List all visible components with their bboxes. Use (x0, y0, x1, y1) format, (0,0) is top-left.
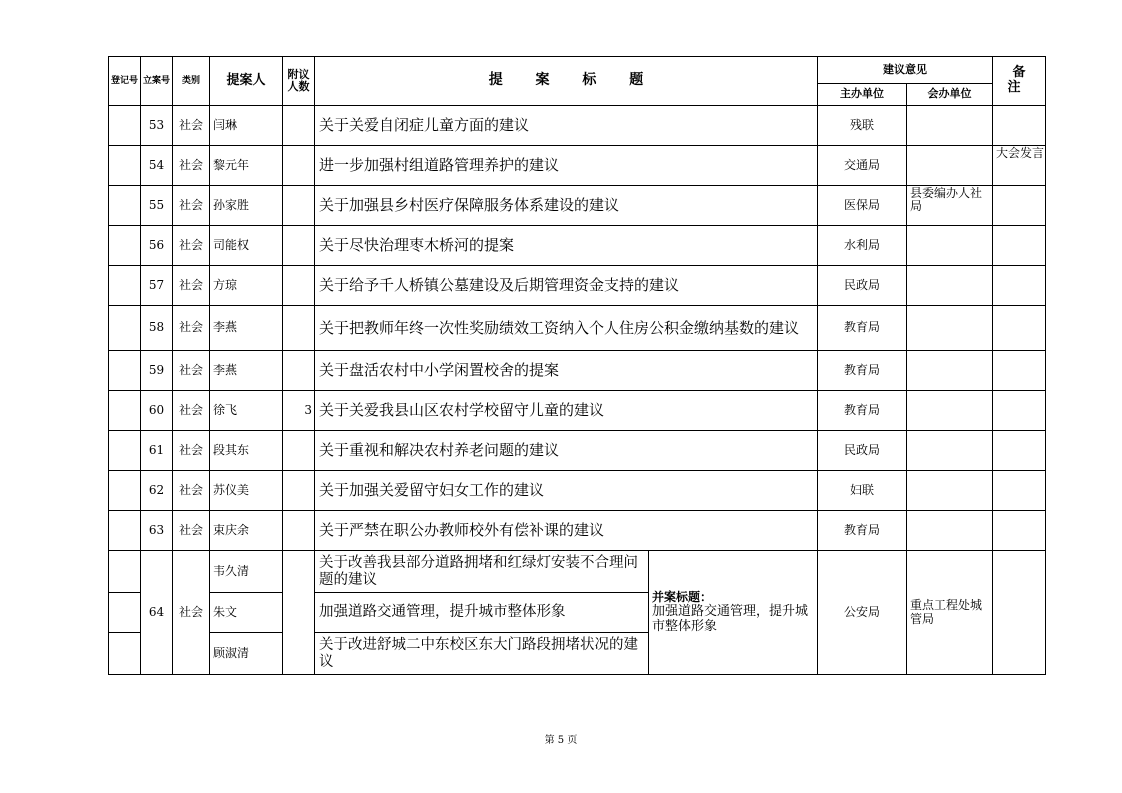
table-row (109, 186, 1046, 226)
proposal-title-cell: 关于加强县乡村医疗保障服务体系建设的建议 (315, 186, 818, 226)
reg-no-cell (109, 351, 141, 391)
attached-count-cell (283, 511, 315, 551)
header-attached: 附议人数 (283, 57, 315, 106)
attached-count-cell (283, 266, 315, 306)
proposal-title-cell: 关于改善我县部分道路拥堵和红绿灯安装不合理问题的建议 (315, 551, 649, 593)
category-cell: 社会 (173, 391, 210, 431)
proposal-table (108, 56, 1046, 675)
case-no-cell: 57 (141, 266, 173, 306)
category-cell: 社会 (173, 226, 210, 266)
proposal-title-cell: 关于关爱我县山区农村学校留守儿童的建议 (315, 391, 818, 431)
reg-no-cell (109, 511, 141, 551)
proposal-title-cell: 加强道路交通管理，提升城市整体形象 (315, 593, 649, 633)
lead-unit-cell: 妇联 (818, 471, 907, 511)
remarks-cell (993, 106, 1046, 146)
attached-count-cell (283, 471, 315, 511)
co-unit-cell (907, 471, 993, 511)
reg-no-cell (109, 551, 141, 593)
co-unit-cell (907, 391, 993, 431)
header-case-no: 立案号 (141, 57, 173, 106)
header-proposer: 提案人 (210, 57, 283, 106)
category-cell: 社会 (173, 511, 210, 551)
remarks-cell (993, 551, 1046, 675)
page-number: 第 5 页 (544, 735, 578, 746)
attached-count-cell (283, 106, 315, 146)
case-no-cell: 64 (141, 551, 173, 675)
table-row (109, 551, 1046, 593)
table-row (109, 431, 1046, 471)
table-row (109, 391, 1046, 431)
proposer-cell: 孙家胜 (210, 186, 283, 226)
merged-title-text: 加强道路交通管理，提升城市整体形象 (652, 604, 809, 634)
remarks-cell (993, 511, 1046, 551)
proposer-cell: 徐飞 (210, 391, 283, 431)
category-cell: 社会 (173, 551, 210, 675)
proposer-cell: 司能权 (210, 226, 283, 266)
header-co-unit: 会办单位 (907, 84, 993, 106)
co-unit-cell (907, 106, 993, 146)
reg-no-cell (109, 471, 141, 511)
reg-no-cell (109, 266, 141, 306)
table-row (109, 471, 1046, 511)
reg-no-cell (109, 306, 141, 351)
proposal-title-cell: 关于把教师年终一次性奖励绩效工资纳入个人住房公积金缴纳基数的建议 (315, 306, 818, 351)
case-no-cell: 56 (141, 226, 173, 266)
case-no-cell: 62 (141, 471, 173, 511)
proposer-cell: 方琼 (210, 266, 283, 306)
proposer-cell: 闫琳 (210, 106, 283, 146)
proposal-title-cell: 关于改进舒城二中东校区东大门路段拥堵状况的建议 (315, 633, 649, 675)
lead-unit-cell: 医保局 (818, 186, 907, 226)
proposal-title-cell: 关于关爱自闭症儿童方面的建议 (315, 106, 818, 146)
reg-no-cell (109, 106, 141, 146)
proposal-title-cell: 关于重视和解决农村养老问题的建议 (315, 431, 818, 471)
table-row (109, 266, 1046, 306)
header-row (109, 57, 1046, 84)
attached-count-cell (283, 431, 315, 471)
header-reg-no: 登记号 (109, 57, 141, 106)
lead-unit-cell: 民政局 (818, 431, 907, 471)
category-cell: 社会 (173, 106, 210, 146)
lead-unit-cell: 教育局 (818, 511, 907, 551)
lead-unit-cell: 交通局 (818, 146, 907, 186)
merged-title-label: 并案标题： (652, 589, 713, 604)
reg-no-cell (109, 633, 141, 675)
table-row (109, 146, 1046, 186)
lead-unit-cell: 水利局 (818, 226, 907, 266)
case-no-cell: 59 (141, 351, 173, 391)
proposer-cell: 苏仪美 (210, 471, 283, 511)
attached-count-cell (283, 146, 315, 186)
remarks-cell (993, 226, 1046, 266)
header-remarks: 备 注 (993, 57, 1046, 106)
remarks-cell (993, 266, 1046, 306)
table-row (109, 511, 1046, 551)
category-cell: 社会 (173, 431, 210, 471)
case-no-cell: 60 (141, 391, 173, 431)
proposer-cell: 束庆余 (210, 511, 283, 551)
case-no-cell: 63 (141, 511, 173, 551)
remarks-cell: 大会发言 (993, 146, 1046, 186)
remarks-cell (993, 391, 1046, 431)
attached-count-cell (283, 351, 315, 391)
reg-no-cell (109, 186, 141, 226)
co-unit-cell (907, 351, 993, 391)
header-category: 类别 (173, 57, 210, 106)
case-no-cell: 55 (141, 186, 173, 226)
co-unit-cell: 重点工程处城管局 (907, 551, 993, 675)
reg-no-cell (109, 391, 141, 431)
table-row (109, 106, 1046, 146)
attached-count-cell (283, 186, 315, 226)
proposal-title-cell: 关于盘活农村中小学闲置校舍的提案 (315, 351, 818, 391)
reg-no-cell (109, 593, 141, 633)
remarks-cell (993, 186, 1046, 226)
case-no-cell: 54 (141, 146, 173, 186)
lead-unit-cell: 教育局 (818, 306, 907, 351)
proposer-cell: 韦久清 (210, 551, 283, 593)
attached-count-cell (283, 226, 315, 266)
case-no-cell: 53 (141, 106, 173, 146)
co-unit-cell (907, 511, 993, 551)
category-cell: 社会 (173, 306, 210, 351)
remarks-cell (993, 471, 1046, 511)
co-unit-cell (907, 226, 993, 266)
table-row (109, 351, 1046, 391)
proposal-title-cell: 关于严禁在职公办教师校外有偿补课的建议 (315, 511, 818, 551)
reg-no-cell (109, 226, 141, 266)
attached-count-cell (283, 551, 315, 675)
lead-unit-cell: 公安局 (818, 551, 907, 675)
co-unit-cell (907, 146, 993, 186)
proposer-cell: 李燕 (210, 351, 283, 391)
category-cell: 社会 (173, 146, 210, 186)
proposal-title-cell: 关于尽快治理枣木桥河的提案 (315, 226, 818, 266)
reg-no-cell (109, 431, 141, 471)
proposer-cell: 段其东 (210, 431, 283, 471)
proposer-cell: 朱文 (210, 593, 283, 633)
table-row (109, 226, 1046, 266)
category-cell: 社会 (173, 351, 210, 391)
proposal-title-cell: 进一步加强村组道路管理养护的建议 (315, 146, 818, 186)
co-unit-cell: 县委编办人社局 (907, 186, 993, 226)
lead-unit-cell: 残联 (818, 106, 907, 146)
lead-unit-cell: 教育局 (818, 391, 907, 431)
header-advice: 建议意见 (818, 57, 993, 84)
attached-count-cell: 3 (283, 391, 315, 431)
case-no-cell: 58 (141, 306, 173, 351)
proposal-title-cell: 关于加强关爱留守妇女工作的建议 (315, 471, 818, 511)
category-cell: 社会 (173, 186, 210, 226)
remarks-cell (993, 431, 1046, 471)
proposal-title-cell: 关于给予千人桥镇公墓建设及后期管理资金支持的建议 (315, 266, 818, 306)
proposer-cell: 黎元年 (210, 146, 283, 186)
category-cell: 社会 (173, 471, 210, 511)
merged-title-cell (649, 551, 818, 675)
co-unit-cell (907, 266, 993, 306)
lead-unit-cell: 教育局 (818, 351, 907, 391)
table-row (109, 306, 1046, 351)
co-unit-cell (907, 306, 993, 351)
proposer-cell: 顾淑清 (210, 633, 283, 675)
attached-count-cell (283, 306, 315, 351)
header-title: 提 案 标 题 (315, 57, 818, 106)
category-cell: 社会 (173, 266, 210, 306)
lead-unit-cell: 民政局 (818, 266, 907, 306)
remarks-cell (993, 351, 1046, 391)
case-no-cell: 61 (141, 431, 173, 471)
remarks-cell (993, 306, 1046, 351)
proposer-cell: 李燕 (210, 306, 283, 351)
co-unit-cell (907, 431, 993, 471)
reg-no-cell (109, 146, 141, 186)
header-lead-unit: 主办单位 (818, 84, 907, 106)
